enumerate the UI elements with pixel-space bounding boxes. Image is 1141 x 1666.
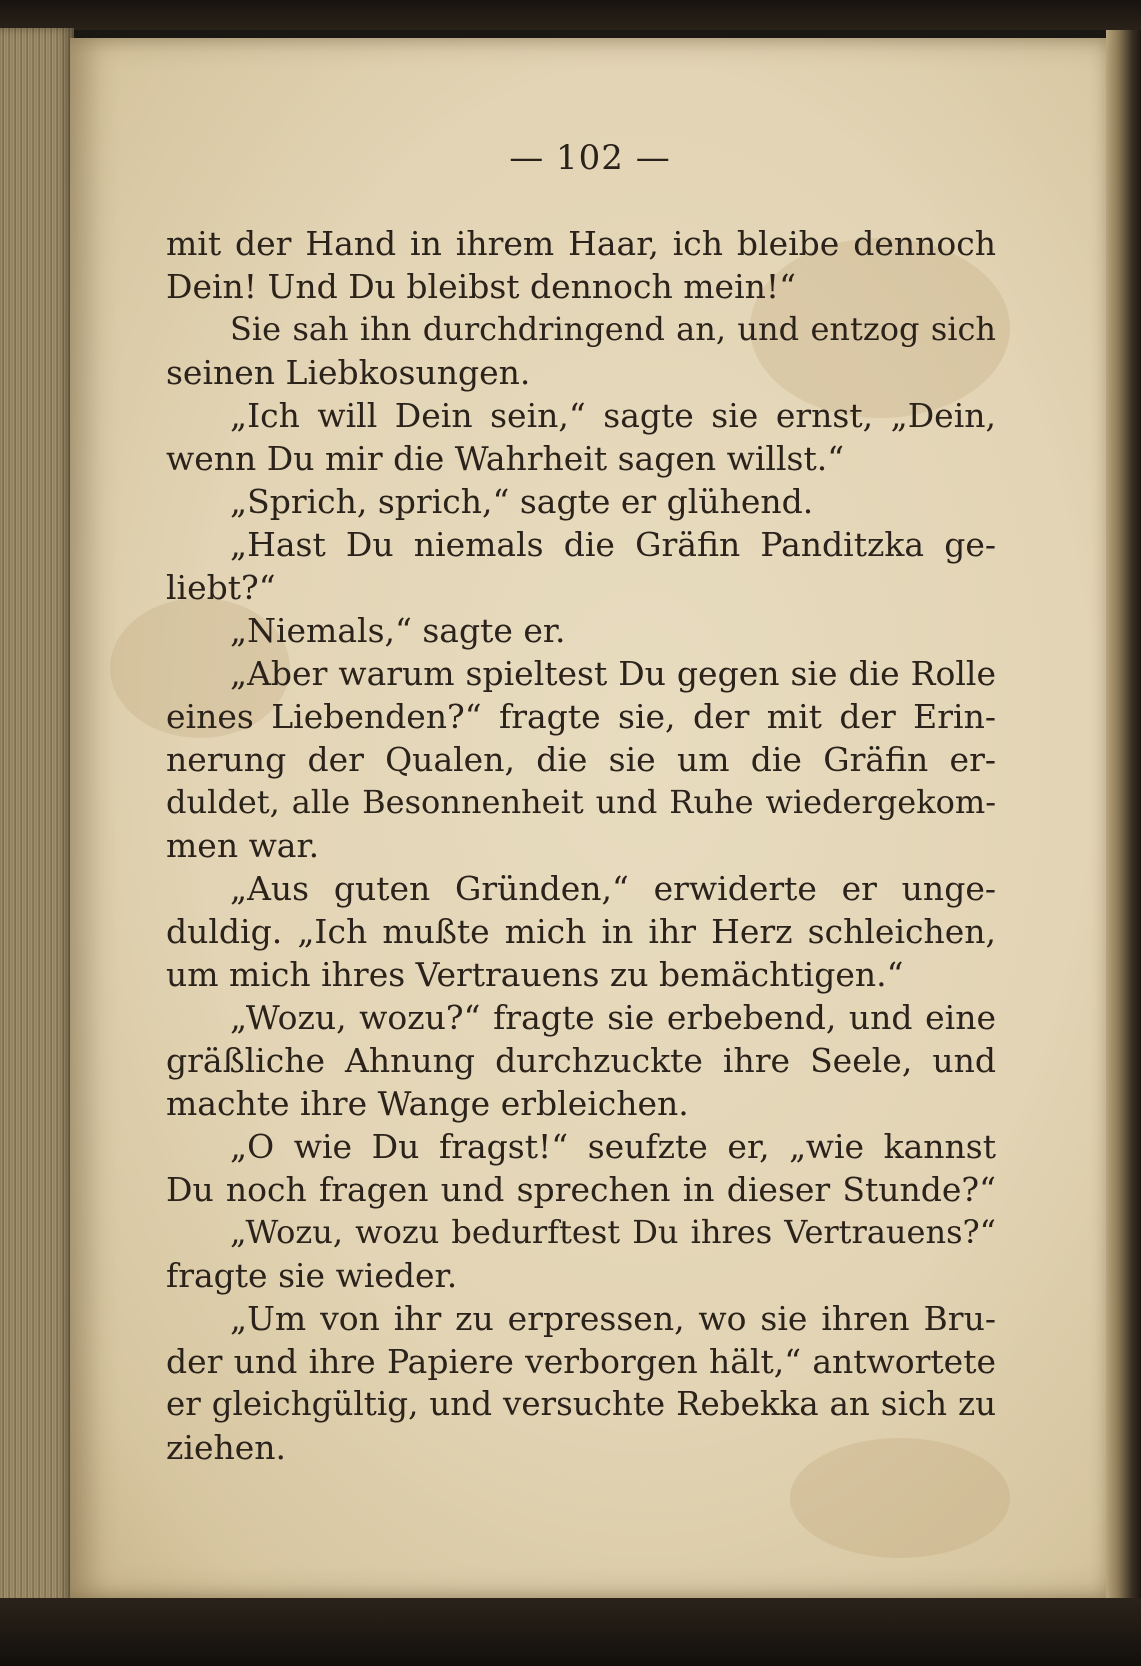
text-line: wenn Du mir die Wahrheit sagen willst.“ bbox=[166, 439, 845, 478]
text-line: „Aber warum spieltest Du gegen sie die Rolle bbox=[230, 654, 996, 693]
text-line: Sie sah ihn durchdringend an, und entzog sich bbox=[230, 310, 996, 348]
text-line: „Wozu, wozu?“ fragte sie erbebend, und eine bbox=[230, 998, 996, 1037]
text-line: um mich ihres Vertrauens zu bemächtigen.“ bbox=[166, 955, 904, 994]
text-line: liebt?“ bbox=[166, 568, 276, 607]
text-line: „Aus guten Gründen,“ erwiderte er unge- bbox=[230, 869, 996, 908]
text-line: der und ihre Papiere verborgen hält,“ antwortete bbox=[166, 1342, 996, 1381]
text-line: „O wie Du fragst!“ seufzte er, „wie kannst bbox=[230, 1127, 996, 1166]
text-line: „Hast Du niemals die Gräfin Panditzka ge- bbox=[230, 525, 996, 564]
text-line: seinen Liebkosungen. bbox=[166, 353, 531, 392]
book-top-edge bbox=[0, 0, 1141, 30]
text-line: nerung der Qualen, die sie um die Gräfin er- bbox=[166, 740, 996, 779]
text-line: duldig. „Ich mußte mich in ihr Herz schleichen, bbox=[166, 912, 996, 951]
text-line: Dein! Und Du bleibst dennoch mein!“ bbox=[166, 267, 797, 306]
text-line: „Niemals,“ sagte er. bbox=[230, 611, 566, 650]
text-line: „Ich will Dein sein,“ sagte sie ernst, „Dein, bbox=[230, 396, 996, 435]
text-line: mit der Hand in ihrem Haar, ich bleibe dennoch bbox=[166, 224, 996, 263]
binding-shadow bbox=[1106, 30, 1141, 1610]
book-bottom-edge bbox=[0, 1598, 1141, 1666]
text-line: eines Liebenden?“ fragte sie, der mit der Erin- bbox=[166, 697, 996, 736]
text-line: machte ihre Wange erbleichen. bbox=[166, 1084, 689, 1123]
text-line: Du noch fragen und sprechen in dieser Stunde?“ bbox=[166, 1170, 996, 1209]
text-line: ziehen. bbox=[166, 1428, 286, 1467]
stacked-page-edges bbox=[0, 28, 74, 1608]
body-text bbox=[166, 222, 996, 1469]
text-line: „Wozu, wozu bedurftest Du ihres Vertrauens?“ bbox=[230, 1213, 996, 1251]
text-line: men war. bbox=[166, 826, 320, 865]
text-line: „Um von ihr zu erpressen, wo sie ihren Bru- bbox=[230, 1299, 996, 1338]
text-line: fragte sie wieder. bbox=[166, 1256, 458, 1295]
text-line: duldet, alle Besonnenheit und Ruhe wiedergekom- bbox=[166, 783, 996, 821]
page-number-header: — 102 — bbox=[509, 138, 671, 178]
text-line: „Sprich, sprich,“ sagte er glühend. bbox=[230, 482, 814, 521]
text-line: gräßliche Ahnung durchzuckte ihre Seele, und bbox=[166, 1041, 996, 1080]
text-line: er gleichgültig, und versuchte Rebekka an sich zu bbox=[166, 1385, 996, 1423]
